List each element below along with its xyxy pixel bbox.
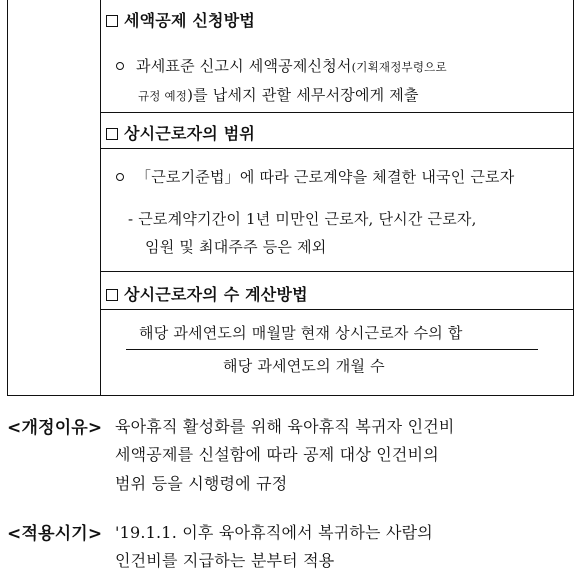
row-divider <box>101 309 573 310</box>
row-divider <box>101 112 573 113</box>
formula-numerator: 해당 과세연도의 매월말 현재 상시근로자 수의 합 <box>139 324 463 342</box>
fraction-line <box>126 349 538 350</box>
row-divider <box>101 271 573 272</box>
checkbox-square-icon <box>106 15 118 27</box>
bullet-scope: 「근로기준법」에 따라 근로계약을 체결한 내국인 근로자 <box>116 166 514 187</box>
dash-item-exclusion: - 근로계약기간이 1년 미만인 근로자, 단시간 근로자, <box>128 210 477 228</box>
applies-label: <적용시기> <box>7 524 103 544</box>
section-heading-calculation: 상시근로자의 수 계산방법 <box>106 282 308 305</box>
checkbox-square-icon <box>106 289 118 301</box>
section-heading-application: 세액공제 신청방법 <box>106 8 255 31</box>
formula-denominator: 해당 과세연도의 개월 수 <box>223 357 385 375</box>
reason-line-3: 범위 등을 시행령에 규정 <box>115 474 288 493</box>
bullet-application: 과세표준 신고시 세액공제신청서(기획재정부령으로 <box>116 55 447 76</box>
content-table <box>7 0 574 396</box>
column-divider <box>100 0 101 395</box>
section-heading-scope: 상시근로자의 범위 <box>106 121 255 144</box>
reason-line-1: 육아휴직 활성화를 위해 육아휴직 복귀자 인건비 <box>115 417 455 436</box>
row-divider <box>101 148 573 149</box>
applies-line-2: 인건비를 지급하는 분부터 적용 <box>115 551 335 570</box>
applies-line-1: '19.1.1. 이후 육아휴직에서 복귀하는 사람의 <box>115 523 433 542</box>
reason-line-2: 세액공제를 신설함에 따라 공제 대상 인건비의 <box>115 445 439 464</box>
reason-label: <개정이유> <box>7 418 103 438</box>
dash-item-exclusion-cont: 임원 및 최대주주 등은 제외 <box>145 238 327 256</box>
checkbox-square-icon <box>106 128 118 140</box>
bullet-application-cont: 규정 예정)를 납세지 관할 세무서장에게 제출 <box>138 86 419 104</box>
circle-bullet-icon <box>116 62 124 70</box>
circle-bullet-icon <box>116 173 124 181</box>
